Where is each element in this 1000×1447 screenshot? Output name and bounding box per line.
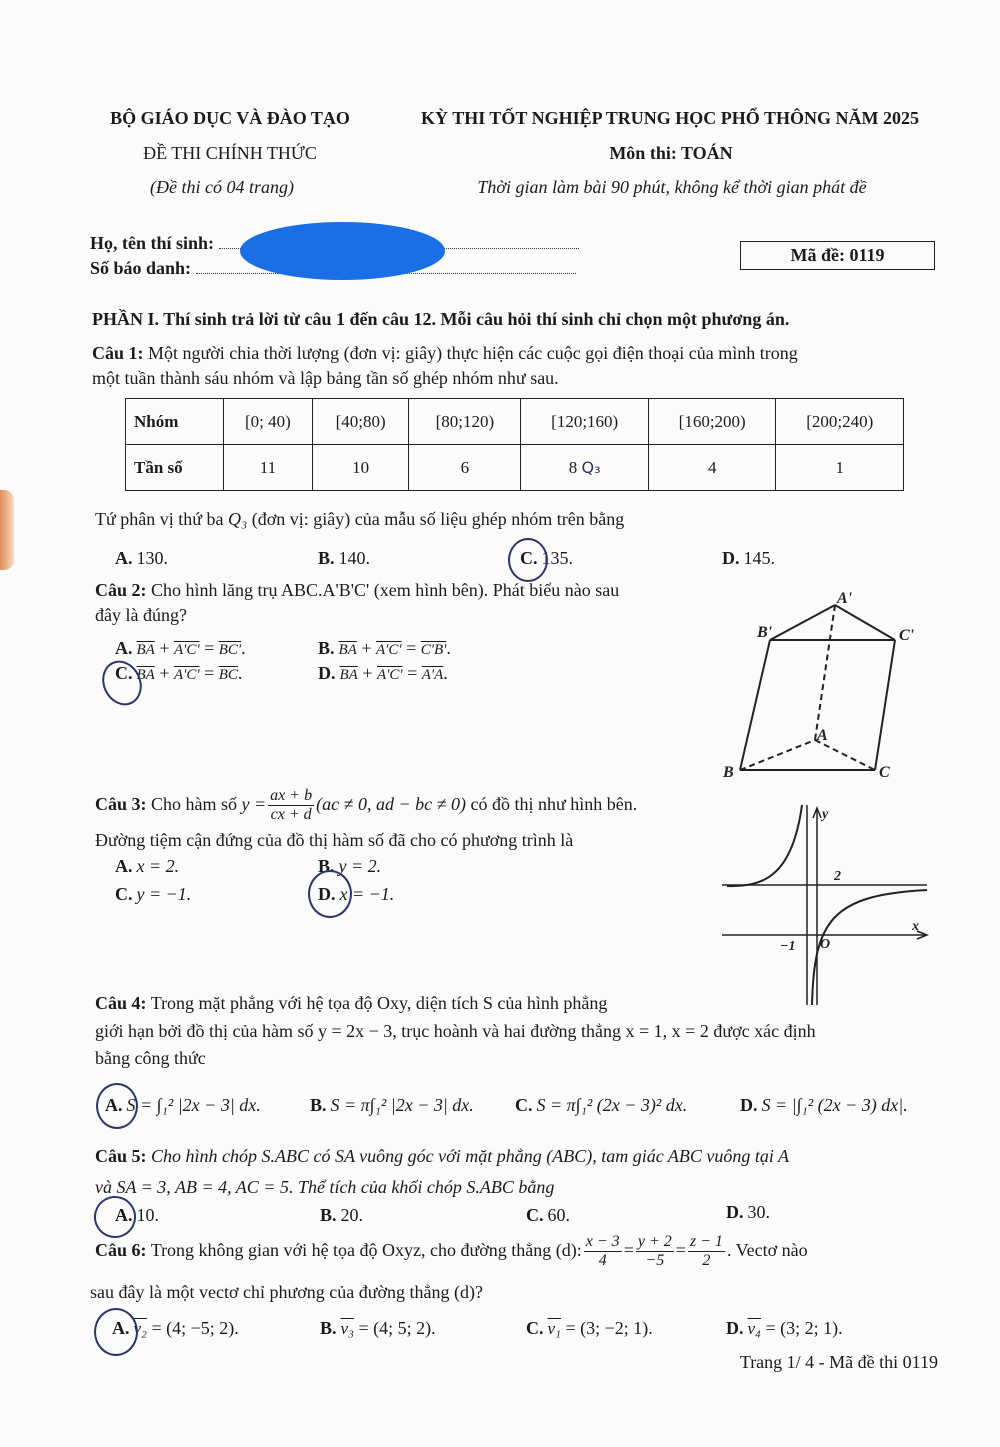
option-letter: D. — [318, 884, 336, 904]
scan-edge — [0, 490, 14, 570]
numerator: x − 3 — [585, 1233, 620, 1251]
option-value: S = π∫₁² (2x − 3)² dx. — [536, 1095, 688, 1115]
option-value: S = π∫₁² |2x − 3| dx. — [330, 1095, 474, 1115]
time-note: Thời gian làm bài 90 phút, không kể thời gian phát đề — [477, 177, 867, 197]
table-row — [126, 399, 904, 445]
exam-title: KỲ THI TỐT NGHIỆP TRUNG HỌC PHỔ THÔNG NĂM 2025 — [421, 108, 919, 128]
name-label-text: Họ, tên thí sinh: — [90, 233, 215, 253]
handwritten-note: Q₃ — [581, 457, 601, 477]
official-label: ĐỀ THI CHÍNH THỨC — [143, 143, 317, 163]
q3-text2: Đường tiệm cận đứng của đồ thị hàm số đã cho có phương trình là — [95, 830, 574, 850]
vector: $\overline{BA}$ — [338, 642, 357, 658]
fraction — [584, 1233, 622, 1270]
subject: Môn thi: TOÁN — [609, 143, 733, 163]
option-value: 135. — [541, 548, 573, 568]
vector: $\overline{BA}$ — [136, 667, 155, 683]
table-cell: [0; 40) — [224, 399, 313, 445]
option-value: 60. — [547, 1205, 570, 1225]
q3-option-a[interactable] — [115, 856, 179, 877]
table-cell: [40;80) — [312, 399, 409, 445]
vector: $\overline{BA}$ — [136, 642, 155, 658]
option-letter: B. — [320, 1318, 337, 1338]
vertex-label: B' — [757, 624, 773, 641]
denominator: cx + d — [270, 806, 312, 824]
part1-instruction — [92, 309, 789, 331]
q2-line1 — [95, 580, 619, 602]
q3-label: Câu 3: — [95, 794, 147, 814]
option-value: = (3; 2; 1). — [765, 1318, 843, 1338]
q4-text2: giới hạn bởi đồ thị của hàm số y = 2x − 3, trục hoành và hai đường thẳng x = 1, x = 2 được xác định — [95, 1021, 816, 1041]
option-letter: A. — [115, 548, 133, 568]
q6-option-b[interactable] — [320, 1318, 436, 1339]
frequency-table — [125, 398, 904, 491]
vector: BC' — [218, 642, 242, 658]
q1-line1 — [92, 343, 798, 365]
denominator: −5 — [645, 1252, 665, 1270]
q3-y: y = — [241, 794, 267, 814]
option-letter: C. — [526, 1205, 544, 1225]
q6-pre: Trong không gian với hệ tọa độ Oxyz, cho đường thẳng (d): — [150, 1240, 582, 1260]
tick-label: −1 — [780, 939, 796, 954]
answer-circle-mark — [508, 538, 548, 582]
vector: v₁ — [547, 1319, 561, 1338]
vector: $\overline{BA}$ — [339, 667, 358, 683]
option-value: = (4; 5; 2). — [358, 1318, 436, 1338]
option-letter: A. — [115, 638, 133, 658]
q3-fraction — [268, 787, 314, 824]
q1-label: Câu 1: — [92, 343, 144, 363]
vertex-label: C' — [899, 627, 915, 644]
exam-code-box — [740, 241, 935, 270]
option-value: x = −1. — [339, 884, 395, 904]
option-letter: D. — [726, 1318, 744, 1338]
q3-pre: Cho hàm số — [151, 794, 238, 814]
q1-option-d[interactable] — [722, 548, 775, 569]
option-letter: A. — [115, 856, 133, 876]
answer-circle-mark — [308, 870, 352, 918]
table-cell: [160;200) — [648, 399, 776, 445]
option-value: 10. — [136, 1205, 159, 1225]
option-letter: C. — [526, 1318, 544, 1338]
option-letter: B. — [320, 1205, 337, 1225]
option-letter: C. — [115, 884, 133, 904]
tick-label: 2 — [834, 869, 841, 884]
option-letter: D. — [726, 1202, 744, 1222]
hyperbola-graph — [722, 800, 932, 1010]
q5-text1: Cho hình chóp S.ABC có SA vuông góc với mặt phẳng (ABC), tam giác ABC vuông tại A — [151, 1146, 790, 1166]
table-header-cell: Tần số — [126, 445, 224, 491]
option-letter: D. — [740, 1095, 758, 1115]
option-value: = (3; −2; 1). — [565, 1318, 653, 1338]
q1-text2: một tuần thành sáu nhóm và lập bảng tần số ghép nhóm như sau. — [92, 368, 559, 388]
option-letter: B. — [318, 856, 335, 876]
option-value: = (4; −5; 2). — [151, 1318, 239, 1338]
option-value: 130. — [136, 548, 168, 568]
fraction — [636, 1233, 674, 1270]
q4-option-c[interactable] — [515, 1095, 687, 1116]
q1-question — [95, 509, 624, 531]
table-cell: 10 — [312, 445, 409, 491]
option-letter: C. — [515, 1095, 533, 1115]
table-cell — [521, 445, 649, 491]
q3-condition: (ac ≠ 0, ad − bc ≠ 0) — [316, 794, 466, 814]
option-letter: A. — [112, 1318, 130, 1338]
q1-text1: Một người chia thời lượng (đơn vị: giây) thực hiện các cuộc gọi điện thoại của mình trong — [148, 343, 798, 363]
axis-label: y — [822, 807, 829, 822]
prism-figure — [715, 585, 915, 785]
q4-option-d[interactable] — [740, 1095, 908, 1116]
q1-option-b[interactable] — [318, 548, 370, 569]
q2-label: Câu 2: — [95, 580, 147, 600]
id-label-text: Số báo danh: — [90, 258, 192, 278]
q5-label: Câu 5: — [95, 1146, 147, 1166]
option-value: y = −1. — [136, 884, 192, 904]
denominator: 2 — [702, 1252, 711, 1270]
q5-option-b[interactable] — [320, 1205, 363, 1226]
answer-circle-mark — [96, 1083, 138, 1129]
option-value: 140. — [338, 548, 371, 568]
table-row — [126, 445, 904, 491]
numerator: y + 2 — [637, 1233, 672, 1251]
q2-option-c[interactable]: C. $\overline{BA} + A'C' = \overline{BC}$. — [115, 663, 243, 683]
option-value: 30. — [747, 1202, 770, 1222]
option-letter: B. — [318, 638, 335, 658]
q1-question-post: (đơn vị: giây) của mẫu số liệu ghép nhóm trên bằng — [251, 509, 625, 529]
code-value: 0119 — [849, 245, 885, 265]
q6-label: Câu 6: — [95, 1240, 147, 1260]
option-letter: D. — [722, 548, 740, 568]
vertex-label: B — [723, 764, 734, 781]
q5-option-d[interactable] — [726, 1202, 770, 1223]
q6-post: . Vectơ nào — [726, 1240, 808, 1260]
q5-line1 — [95, 1146, 789, 1168]
vector: A'C' — [376, 667, 403, 683]
table-cell: [80;120) — [409, 399, 521, 445]
vector: v₄ — [747, 1319, 761, 1338]
option-letter: A. — [105, 1095, 123, 1115]
part1-text: PHẦN I. Thí sinh trả lời từ câu 1 đến câu 12. Mỗi câu hỏi thí sinh chỉ chọn một phương án. — [92, 309, 790, 329]
q2-option-d[interactable]: D. $\overline{BA} + A'C' = A'A$. — [318, 663, 448, 683]
q4-label: Câu 4: — [95, 993, 147, 1013]
pages-note: (Đề thi có 04 trang) — [150, 177, 294, 197]
vertex-label: A' — [837, 590, 853, 607]
q1-question-pre: Tứ phân vị thứ ba — [95, 509, 224, 529]
option-letter: A. — [115, 1205, 133, 1225]
q6-text2: sau đây là một vectơ chỉ phương của đường thẳng (d)? — [90, 1282, 483, 1302]
numerator: z − 1 — [689, 1233, 723, 1251]
q1-option-a[interactable] — [115, 548, 168, 569]
option-value: S = ∫₁² |2x − 3| dx. — [126, 1095, 261, 1115]
table-header-cell: Nhóm — [126, 399, 224, 445]
q4-line1 — [95, 993, 607, 1015]
q4-text1: Trong mặt phẳng với hệ tọa độ Oxy, diện tích S của hình phẳng — [150, 993, 608, 1013]
q6-line1: Câu 6: Trong không gian với hệ tọa độ Oxyz, cho đường thẳng (d): $\frac{x - 3}{4}$ = $\frac{y + 2}{-5}$ = $\frac{z - 1}{2}$ . Vectơ nào — [95, 1233, 808, 1270]
redaction-blob — [240, 222, 445, 280]
q4-option-b[interactable] — [310, 1095, 474, 1116]
q2-option-a[interactable]: A. $\overline{BA} + A'C' = BC'$. — [115, 638, 246, 658]
option-letter: D. — [318, 663, 336, 683]
vector: v₂ — [133, 1319, 147, 1338]
vector: A'C' — [173, 667, 200, 683]
q1-question-sym: Q₃ — [228, 509, 248, 529]
option-letter: C. — [115, 663, 133, 683]
axis-label: x — [912, 919, 919, 934]
denominator: 4 — [598, 1252, 607, 1270]
ministry: BỘ GIÁO DỤC VÀ ĐÀO TẠO — [110, 108, 350, 128]
table-cell: [200;240) — [776, 399, 904, 445]
table-cell: 4 — [648, 445, 776, 491]
option-value: y = 2. — [338, 856, 382, 876]
table-cell: 1 — [776, 445, 904, 491]
q2-option-b[interactable]: B. $\overline{BA} + A'C' = C'B'$. — [318, 638, 451, 658]
table-cell: 6 — [409, 445, 521, 491]
option-value: 20. — [340, 1205, 364, 1225]
vertex-label: C — [879, 764, 890, 781]
q2-text2: đây là đúng? — [95, 605, 187, 625]
cell-value: 8 — [568, 457, 578, 477]
vector: $\overline{BC}$ — [218, 667, 238, 683]
option-value: S = |∫₁² (2x − 3) dx|. — [761, 1095, 908, 1115]
option-letter: B. — [318, 548, 335, 568]
fraction — [688, 1233, 725, 1270]
numerator: ax + b — [270, 787, 313, 805]
option-value: x = 2. — [136, 856, 180, 876]
option-value: 145. — [743, 548, 775, 568]
answer-circle-mark — [94, 1308, 138, 1356]
q3-option-c[interactable] — [115, 884, 191, 905]
vector: A'C' — [173, 642, 200, 658]
vector: C'B' — [420, 642, 447, 658]
q4-text3: bằng công thức — [95, 1048, 206, 1068]
q3-line1 — [95, 784, 637, 824]
option-letter: B. — [310, 1095, 327, 1115]
table-cell: 11 — [224, 445, 313, 491]
q5-option-c[interactable] — [526, 1205, 570, 1226]
q5-text2: và SA = 3, AB = 4, AC = 5. Thể tích của khối chóp S.ABC bằng — [95, 1177, 555, 1197]
page-footer: Trang 1/ 4 - Mã đề thi 0119 — [739, 1352, 938, 1372]
q6-option-c[interactable] — [526, 1318, 653, 1339]
vector: A'C' — [376, 642, 402, 658]
tick-label: O — [820, 937, 831, 952]
vector: v₃ — [340, 1319, 354, 1338]
q2-text1: Cho hình lăng trụ ABC.A'B'C' (xem hình bên). Phát biểu nào sau — [151, 580, 620, 600]
q6-option-d[interactable] — [726, 1318, 843, 1339]
vector: A'A — [421, 667, 444, 683]
q3-post: có đồ thị như hình bên. — [470, 794, 638, 814]
vertex-label: A — [817, 727, 828, 744]
code-label: Mã đề: — [790, 245, 845, 265]
option-letter: C. — [520, 548, 538, 568]
table-cell: [120;160) — [521, 399, 649, 445]
